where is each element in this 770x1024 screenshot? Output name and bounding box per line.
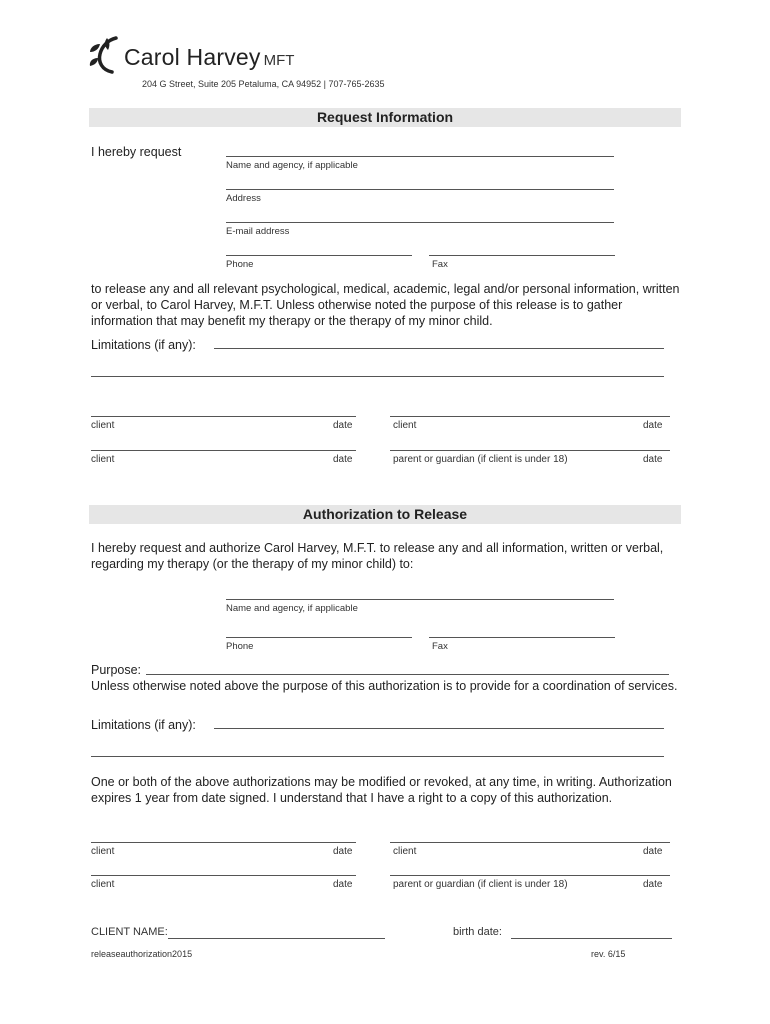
request-sig2-right-label: parent or guardian (if client is under 18) bbox=[393, 454, 568, 465]
birth-date-field[interactable] bbox=[511, 938, 672, 939]
request-name-field[interactable] bbox=[226, 156, 614, 157]
request-intro: I hereby request bbox=[91, 145, 182, 159]
section-bar-release bbox=[89, 505, 681, 524]
request-fax-field[interactable] bbox=[429, 255, 615, 256]
request-name-label: Name and agency, if applicable bbox=[226, 160, 358, 171]
revision: rev. 6/15 bbox=[591, 949, 626, 959]
request-address-field[interactable] bbox=[226, 189, 614, 190]
request-sig1-left-line[interactable] bbox=[91, 416, 356, 417]
release-sig1-right-date: date bbox=[643, 846, 663, 857]
release-sig1-left-label: client bbox=[91, 846, 115, 857]
client-name-label: CLIENT NAME: bbox=[91, 926, 168, 938]
release-fax-field[interactable] bbox=[429, 637, 615, 638]
release-phone-field[interactable] bbox=[226, 637, 412, 638]
leaf-logo-icon bbox=[86, 34, 128, 76]
release-phone-label: Phone bbox=[226, 641, 254, 652]
release-name-label: Name and agency, if applicable bbox=[226, 603, 358, 614]
release-purpose-field[interactable] bbox=[146, 674, 669, 675]
birth-date-label: birth date: bbox=[453, 926, 502, 938]
release-revoke-text: One or both of the above authorizations may be modified or revoked, at any time, in writing. Authorization expires 1 year from date signed. I understand that I have a right to a copy of this authorization. bbox=[91, 775, 672, 805]
release-sig1-right-line[interactable] bbox=[390, 842, 670, 843]
release-limitations-label: Limitations (if any): bbox=[91, 718, 196, 732]
release-sig1-right-label: client bbox=[393, 846, 417, 857]
release-paragraph: I hereby request and authorize Carol Harvey, M.F.T. to release any and all information, written or verbal, regarding my therapy (or the therapy of my minor child) to: bbox=[91, 541, 664, 571]
release-sig2-left-label: client bbox=[91, 879, 115, 890]
request-email-label: E-mail address bbox=[226, 226, 290, 237]
request-sig2-left-label: client bbox=[91, 454, 115, 465]
request-limitations-field-2[interactable] bbox=[91, 376, 664, 377]
release-sig2-right-label: parent or guardian (if client is under 18) bbox=[393, 879, 568, 890]
form-id: releaseauthorization2015 bbox=[91, 949, 193, 959]
request-address-label: Address bbox=[226, 193, 261, 204]
logo bbox=[124, 44, 294, 71]
client-name-field[interactable] bbox=[168, 938, 385, 939]
request-sig1-right-line[interactable] bbox=[390, 416, 670, 417]
request-sig1-left-date: date bbox=[333, 420, 353, 431]
request-limitations-label: Limitations (if any): bbox=[91, 338, 196, 352]
release-purpose-note: Unless otherwise noted above the purpose of this authorization is to provide for a coordination of services. bbox=[91, 679, 678, 693]
release-sig2-right-date: date bbox=[643, 879, 663, 890]
request-sig2-left-date: date bbox=[333, 454, 353, 465]
office-address: 204 G Street, Suite 205 Petaluma, CA 94952 | 707-765-2635 bbox=[142, 79, 385, 89]
section-title-release: Authorization to Release bbox=[302, 506, 468, 522]
request-sig1-left-label: client bbox=[91, 420, 115, 431]
request-limitations-field[interactable] bbox=[214, 348, 664, 349]
release-name-field[interactable] bbox=[226, 599, 614, 600]
section-bar-request bbox=[89, 108, 681, 127]
release-limitations-field-2[interactable] bbox=[91, 756, 664, 757]
request-sig1-right-label: client bbox=[393, 420, 417, 431]
release-sig2-right-line[interactable] bbox=[390, 875, 670, 876]
request-sig2-left-line[interactable] bbox=[91, 450, 356, 451]
section-title-request: Request Information bbox=[316, 109, 454, 125]
release-sig2-left-line[interactable] bbox=[91, 875, 356, 876]
logo-suffix: MFT bbox=[263, 52, 295, 69]
release-limitations-field[interactable] bbox=[214, 728, 664, 729]
release-sig2-left-date: date bbox=[333, 879, 353, 890]
release-sig1-left-line[interactable] bbox=[91, 842, 356, 843]
request-phone-label: Phone bbox=[226, 259, 254, 270]
request-paragraph: to release any and all relevant psychological, medical, academic, legal and/or personal information, written or verbal, to Carol Harvey, M.F.T. Unless otherwise noted the purpose of this release is to gather information that may benefit my therapy or the therapy of my minor child. bbox=[91, 282, 680, 328]
release-sig1-left-date: date bbox=[333, 846, 353, 857]
request-email-field[interactable] bbox=[226, 222, 614, 223]
logo-name: Carol Harvey bbox=[124, 44, 261, 70]
request-sig2-right-line[interactable] bbox=[390, 450, 670, 451]
release-fax-label: Fax bbox=[432, 641, 448, 652]
release-purpose-label: Purpose: bbox=[91, 663, 142, 677]
request-sig1-right-date: date bbox=[643, 420, 663, 431]
request-sig2-right-date: date bbox=[643, 454, 663, 465]
request-fax-label: Fax bbox=[432, 259, 448, 270]
request-phone-field[interactable] bbox=[226, 255, 412, 256]
